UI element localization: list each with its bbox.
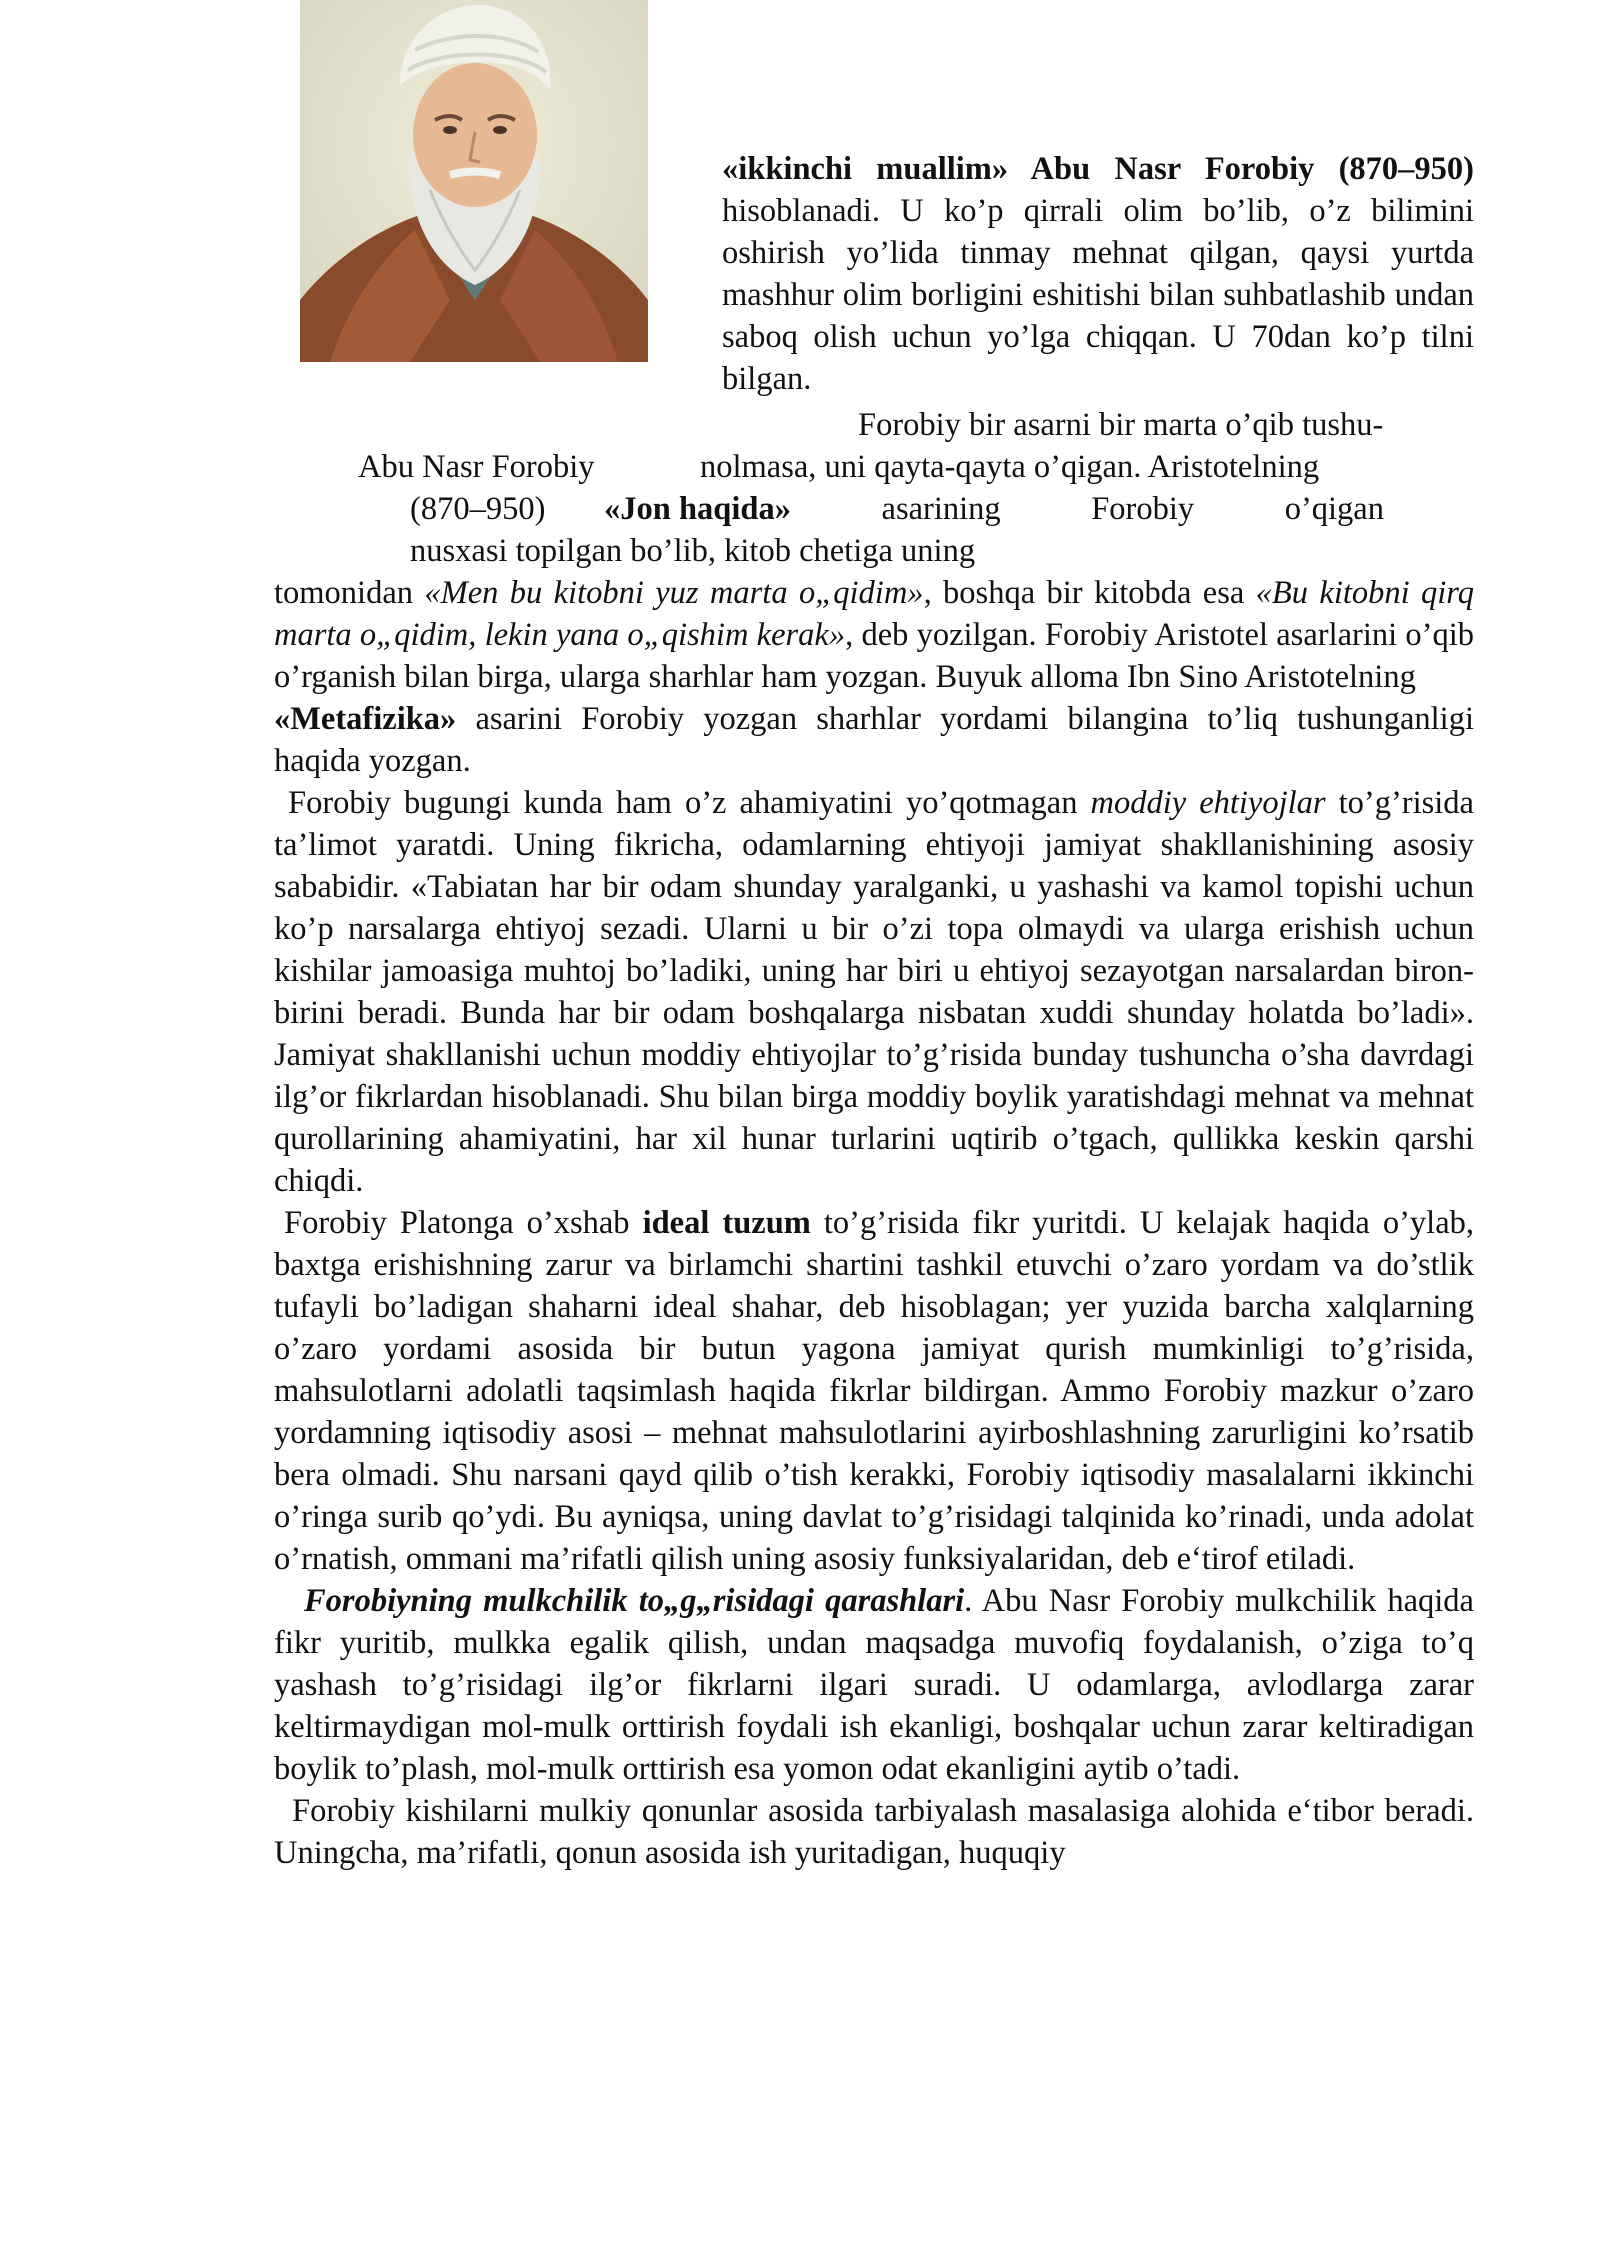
text-run: asarini Forobiy yozgan sharhlar yordami bilangina to’liq tushunganligi haqida yozgan. — [274, 701, 1474, 779]
term-italic: moddiy ehtiyojlar — [1090, 785, 1326, 821]
book-title-metafizika: «Metafizika» — [274, 701, 457, 737]
text-run: to’g’risida ta’limot yaratdi. Uning fikricha, odamlarning ehtiyoji jamiyat shakllanishining asosiy sababidir. «Tabiatan har bir odam shunday yaralganki, u yashashi va kamol topishi uchun ko’p narsalarga ehtiyoj sezadi. Ularni u bir o’zi topa olmaydi va ularga erishish uchun kishilar jamoasiga muhtoj bo’ladiki, uning har biri u ehtiyoj sezayotgan narsalardan biron-birini beradi. Bunda har bir odam boshqalarga nisbatan xuddi shunday holatda bo’ladi». Jamiyat shakllanishi uchun moddiy ehtiyojlar to’g’risida bunday tushuncha o’sha davrdagi ilg’or fikrlardan hisoblanadi. Shu bilan birga moddiy boylik yaratishdagi mehnat va mehnat qurollarining ahamiyatini, har xil hunar turlarini uqtirib o’tgach, qullikka keskin qarshi chiqdi. — [274, 785, 1474, 1199]
scholar-portrait-icon — [300, 0, 648, 362]
wrap-line-2: nolmasa, uni qayta-qayta o’qigan. Aristotelning — [700, 449, 1320, 485]
intro-bold-lead: «ikkinchi muallim» Abu Nasr Forobiy (870–950) — [722, 151, 1474, 187]
text-run: Forobiy kishilarni mulkiy qonunlar asosida tarbiyalash masalasiga alohida e‘tibor beradi. Uningcha, ma’rifatli, qonun asosida ish yuritadigan, huquqiy — [274, 1793, 1474, 1871]
paragraph-4 — [274, 1202, 1474, 1580]
term-bold: ideal tuzum — [642, 1205, 811, 1241]
portrait-image — [300, 0, 648, 362]
paragraph-5 — [274, 1580, 1474, 1790]
intro-paragraph — [722, 148, 1474, 400]
wrap-line-3 — [604, 488, 1384, 530]
quote-italic: «Bu kitobni qirq marta o„qidim, lekin yana o„qishim kerak» — [274, 575, 1474, 653]
paragraph-3 — [274, 782, 1474, 1202]
text-run: , boshqa bir kitobda esa — [923, 575, 1256, 611]
intro-text: hisoblanadi. U ko’p qirrali olim bo’lib, o’z bilimini oshirish yo’lida tinmay mehnat qilgan, qaysi yurtda mashhur olim borligini eshitishi bilan suhbatlashib undan saboq olish uchun yo’lga chiqqan. U 70dan ko’p tilni bilgan. — [722, 193, 1474, 397]
text-run: , deb yozilgan. Forobiy Aristotel asarlarini o’qib o’rganish bilan birga, ularga sharhlar ham yozgan. Buyuk alloma Ibn Sino Aristotelning — [274, 617, 1474, 695]
text-run: to’g’risida fikr yuritdi. U kelajak haqida o’ylab, baxtga erishishning zarur va birlamchi shartini tashkil etuvchi o’zaro yordam va do’stlik tufayli bo’ladigan shaharni ideal shahar, deb hisoblagan; yer yuzida barcha xalqlarning o’zaro yordami asosida bir butun yagona jamiyat qurish mumkinligi to’g’risida, mahsulotlarni adolatli taqsimlash haqida fikrlar bildirgan. Ammo Forobiy mazkur o’zaro yordamning iqtisodiy asosi – mehnat mahsulotlarini ayirboshlashning zarurligini ko’rsatib bera olmadi. Shu narsani qayd qilib o’tish kerakki, Forobiy iqtisodiy masalalarni ikkinchi o’ringa surib qo’ydi. Bu ayniqsa, uning davlat to’g’risidagi talqinida ko’rinadi, unda adolat o’rnatish, ommani ma’rifatli qilish uning asosiy funksiyalaridan, deb e‘tirof etiladi. — [274, 1205, 1475, 1577]
portrait-caption-years: (870–950) — [410, 491, 546, 527]
wrap-line-4: nusxasi topilgan bo’lib, kitob chetiga uning — [410, 533, 976, 569]
paragraph-1 — [274, 572, 1474, 698]
text-run: Forobiy Platonga o’xshab — [284, 1205, 643, 1241]
text-run: tomonidan — [274, 575, 425, 611]
body-text — [274, 572, 1474, 1874]
section-heading: Forobiyning mulkchilik to„g„risidagi qarashlari — [304, 1583, 965, 1619]
paragraph-6 — [274, 1790, 1474, 1874]
wrap-word: o’qigan — [1284, 491, 1384, 527]
portrait-caption-name: Abu Nasr Forobiy — [358, 449, 595, 485]
wrap-word: Forobiy — [1091, 491, 1195, 527]
wrap-word: asarining — [881, 491, 1001, 527]
text-run: Forobiy bugungi kunda ham o’z ahamiyatini yo’qotmagan — [288, 785, 1091, 821]
paragraph-2 — [274, 698, 1474, 782]
text-run: . Abu Nasr Forobiy mulkchilik haqida fikr yuritib, mulkka egalik qilish, undan maqsadga muvofiq foydalanish, o’ziga to’q yashash to’g’risidagi ilg’or fikrlarni ilgari suradi. U odamlarga, avlodlarga zarar keltirmaydigan mol-mulk orttirish foydali ish ekanligi, boshqalar uchun zarar keltiradigan boylik to’plash, mol-mulk orttirish esa yomon odat ekanligini aytib o’tadi. — [274, 1583, 1474, 1787]
wrap-line-1: Forobiy bir asarni bir marta o’qib tushu- — [858, 407, 1384, 443]
book-title-jon-haqida: «Jon haqida» — [604, 491, 791, 527]
quote-italic: «Men bu kitobni yuz marta o„qidim» — [424, 575, 924, 611]
